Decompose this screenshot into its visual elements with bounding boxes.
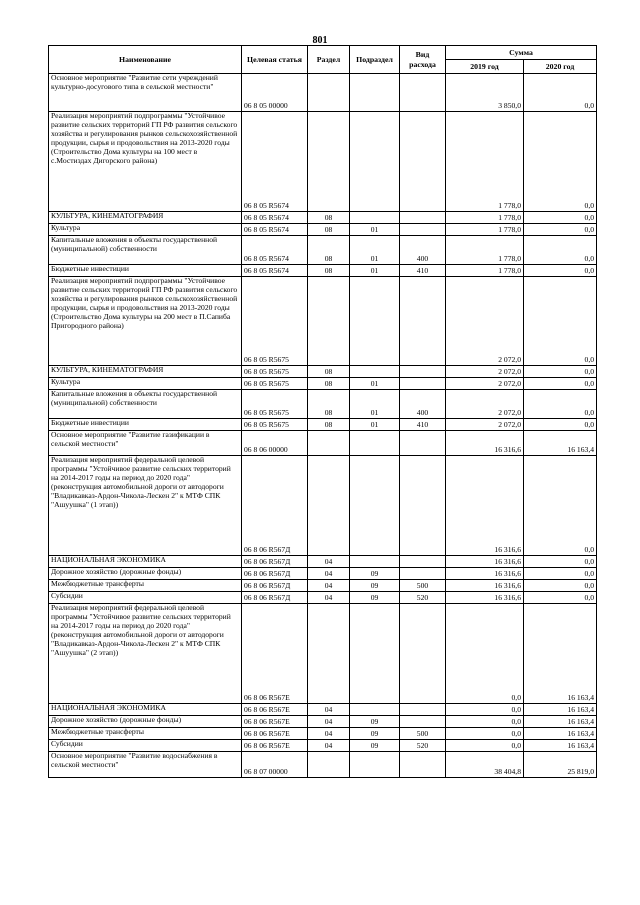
table-cell-subsection: 09 [350, 740, 400, 752]
table-cell-subsection: 09 [350, 592, 400, 604]
table-cell-article: 06 8 05 R5674 [242, 224, 308, 236]
table-row [49, 74, 597, 112]
table-cell-subsection: 01 [350, 378, 400, 390]
table-row [49, 580, 597, 592]
header-expense-type: Вид расхода [400, 46, 446, 74]
table-cell-expense-type: 410 [400, 419, 446, 431]
table-cell-2019: 0,0 [446, 604, 524, 704]
table-row [49, 265, 597, 277]
table-row [49, 212, 597, 224]
table-cell-article: 06 8 05 R5675 [242, 277, 308, 366]
table-cell-section: 08 [308, 419, 350, 431]
table-cell-name: Реализация мероприятий федеральной целевой программы "Устойчивое развитие сельских территорий на 2014-2017 годы на период до 2020 года" (реконструкция автомобильной дороги от автодороги "Владикавказ-Ардон-Чикола-Лескен 2" к МТФ СПК "Ашуушка" (1 этап)) [49, 456, 242, 556]
table-row [49, 390, 597, 419]
table-cell-expense-type [400, 74, 446, 112]
table-row [49, 556, 597, 568]
table-cell-subsection: 01 [350, 224, 400, 236]
table-cell-2020: 0,0 [524, 456, 597, 556]
table-cell-2019: 2 072,0 [446, 378, 524, 390]
table-row [49, 604, 597, 704]
table-cell-section: 08 [308, 224, 350, 236]
table-cell-subsection [350, 112, 400, 212]
table-row [49, 236, 597, 265]
table-cell-expense-type [400, 224, 446, 236]
table-row [49, 431, 597, 456]
table-row [49, 224, 597, 236]
table-cell-name: НАЦИОНАЛЬНАЯ ЭКОНОМИКА [49, 556, 242, 568]
table-cell-article: 06 8 06 R567Е [242, 716, 308, 728]
table-cell-expense-type [400, 212, 446, 224]
table-cell-subsection [350, 74, 400, 112]
table-cell-expense-type [400, 716, 446, 728]
table-cell-subsection [350, 212, 400, 224]
table-cell-expense-type: 500 [400, 580, 446, 592]
table-cell-expense-type [400, 568, 446, 580]
table-cell-2019: 16 316,6 [446, 431, 524, 456]
table-cell-2020: 0,0 [524, 366, 597, 378]
table-cell-2019: 1 778,0 [446, 212, 524, 224]
table-cell-section: 08 [308, 212, 350, 224]
table-cell-expense-type: 520 [400, 740, 446, 752]
table-cell-2020: 0,0 [524, 236, 597, 265]
table-cell-expense-type [400, 431, 446, 456]
table-cell-2019: 16 316,6 [446, 556, 524, 568]
table-cell-2020: 0,0 [524, 277, 597, 366]
table-cell-2020: 16 163,4 [524, 431, 597, 456]
table-cell-2020: 16 163,4 [524, 728, 597, 740]
table-cell-section: 04 [308, 568, 350, 580]
table-cell-expense-type [400, 704, 446, 716]
table-cell-2020: 0,0 [524, 390, 597, 419]
table-cell-subsection [350, 277, 400, 366]
table-cell-section: 08 [308, 265, 350, 277]
table-row [49, 456, 597, 556]
header-row [49, 46, 597, 60]
table-cell-2020: 16 163,4 [524, 716, 597, 728]
table-cell-2020: 16 163,4 [524, 704, 597, 716]
table-cell-section: 04 [308, 728, 350, 740]
header-year-2020: 2020 год [524, 60, 597, 74]
table-cell-2019: 2 072,0 [446, 366, 524, 378]
table-cell-section [308, 604, 350, 704]
table-cell-expense-type: 500 [400, 728, 446, 740]
table-cell-name: Субсидии [49, 592, 242, 604]
table-cell-expense-type [400, 277, 446, 366]
header-sum: Сумма [446, 46, 597, 60]
table-cell-article: 06 8 06 R567Д [242, 556, 308, 568]
table-cell-article: 06 8 05 R5674 [242, 212, 308, 224]
table-cell-2020: 0,0 [524, 378, 597, 390]
table-cell-expense-type [400, 378, 446, 390]
table-cell-name: Реализация мероприятий подпрограммы "Устойчивое развитие сельских территорий ГП РФ развития сельского хозяйства и регулирования рынков сельскохозяйственной продукции, сырья и продовольствия на 2013-2020 годы (Строительство Дома культуры на 200 мест в П.Сапиба Пригородного района) [49, 277, 242, 366]
table-cell-expense-type: 400 [400, 236, 446, 265]
table-cell-article: 06 8 06 R567Д [242, 592, 308, 604]
table-cell-section: 04 [308, 716, 350, 728]
table-cell-section [308, 277, 350, 366]
table-cell-subsection [350, 366, 400, 378]
table-cell-article: 06 8 06 R567Е [242, 604, 308, 704]
table-row [49, 419, 597, 431]
table-cell-article: 06 8 05 R5675 [242, 378, 308, 390]
table-cell-2019: 16 316,6 [446, 456, 524, 556]
table-cell-name: Капитальные вложения в объекты государственной (муниципальной) собственности [49, 390, 242, 419]
table-cell-2019: 0,0 [446, 716, 524, 728]
table-cell-name: КУЛЬТУРА, КИНЕМАТОГРАФИЯ [49, 366, 242, 378]
table-cell-expense-type [400, 604, 446, 704]
table-cell-article: 06 8 06 R567Д [242, 456, 308, 556]
table-cell-subsection: 01 [350, 390, 400, 419]
table-cell-2019: 38 404,8 [446, 752, 524, 778]
table-cell-subsection: 09 [350, 728, 400, 740]
table-cell-section: 04 [308, 556, 350, 568]
table-cell-name: Основное мероприятие "Развитие сети учреждений культурно-досугового типа в сельской местности" [49, 74, 242, 112]
table-cell-article: 06 8 05 R5675 [242, 390, 308, 419]
table-cell-article: 06 8 05 R5675 [242, 366, 308, 378]
table-cell-expense-type [400, 366, 446, 378]
table-cell-subsection: 09 [350, 568, 400, 580]
table-cell-2020: 0,0 [524, 568, 597, 580]
table-row [49, 704, 597, 716]
table-cell-expense-type: 520 [400, 592, 446, 604]
table-cell-section: 08 [308, 236, 350, 265]
table-cell-article: 06 8 06 00000 [242, 431, 308, 456]
table-cell-name: КУЛЬТУРА, КИНЕМАТОГРАФИЯ [49, 212, 242, 224]
table-cell-2020: 0,0 [524, 419, 597, 431]
table-cell-article: 06 8 06 R567Д [242, 580, 308, 592]
table-cell-section: 08 [308, 390, 350, 419]
header-article: Целевая статья [242, 46, 308, 74]
table-cell-section [308, 431, 350, 456]
table-cell-2019: 2 072,0 [446, 419, 524, 431]
table-cell-name: Реализация мероприятий подпрограммы "Устойчивое развитие сельских территорий ГП РФ развития сельского хозяйства и регулирования рынков сельскохозяйственной продукции, сырья и продовольствия на 2013-2020 годы (Строительство Дома культуры на 100 мест в с.Мостиздах Дигорского района) [49, 112, 242, 212]
table-cell-subsection: 01 [350, 236, 400, 265]
table-row [49, 277, 597, 366]
header-section: Раздел [308, 46, 350, 74]
page-number: 801 [312, 35, 328, 46]
table-cell-section: 04 [308, 592, 350, 604]
table-cell-name: НАЦИОНАЛЬНАЯ ЭКОНОМИКА [49, 704, 242, 716]
table-cell-2020: 0,0 [524, 556, 597, 568]
table-cell-article: 06 8 06 R567Е [242, 728, 308, 740]
table-cell-name: Дорожное хозяйство (дорожные фонды) [49, 568, 242, 580]
table-row [49, 378, 597, 390]
table-cell-2019: 2 072,0 [446, 390, 524, 419]
table-cell-2019: 1 778,0 [446, 265, 524, 277]
table-cell-subsection [350, 431, 400, 456]
table-cell-expense-type [400, 456, 446, 556]
table-cell-2019: 2 072,0 [446, 277, 524, 366]
header-subsection: Подраздел [350, 46, 400, 74]
table-cell-section [308, 74, 350, 112]
table-row [49, 728, 597, 740]
table-row [49, 592, 597, 604]
header-year-2019: 2019 год [446, 60, 524, 74]
table-cell-subsection [350, 704, 400, 716]
table-cell-name: Межбюджетные трансферты [49, 580, 242, 592]
table-cell-name: Дорожное хозяйство (дорожные фонды) [49, 716, 242, 728]
table-cell-article: 06 8 05 R5674 [242, 112, 308, 212]
table-cell-subsection [350, 752, 400, 778]
table-cell-subsection [350, 456, 400, 556]
table-cell-name: Межбюджетные трансферты [49, 728, 242, 740]
table-cell-name: Реализация мероприятий федеральной целевой программы "Устойчивое развитие сельских территорий на 2014-2017 годы на период до 2020 года" (реконструкция автомобильной дороги от автодороги "Владикавказ-Ардон-Чикола-Лескен 2" к МТФ СПК "Ашуушка" (2 этап)) [49, 604, 242, 704]
table-cell-2019: 1 778,0 [446, 236, 524, 265]
table-cell-name: Культура [49, 378, 242, 390]
table-cell-expense-type [400, 752, 446, 778]
table-cell-name: Основное мероприятие "Развитие газификации в сельской местности" [49, 431, 242, 456]
table-cell-name: Бюджетные инвестиции [49, 419, 242, 431]
table-cell-article: 06 8 05 R5674 [242, 265, 308, 277]
table-cell-name: Капитальные вложения в объекты государственной (муниципальной) собственности [49, 236, 242, 265]
table-cell-2020: 0,0 [524, 112, 597, 212]
table-cell-2019: 0,0 [446, 704, 524, 716]
table-cell-name: Культура [49, 224, 242, 236]
table-cell-2019: 3 850,0 [446, 74, 524, 112]
table-cell-2020: 0,0 [524, 212, 597, 224]
table-cell-section: 04 [308, 740, 350, 752]
table-cell-article: 06 8 05 00000 [242, 74, 308, 112]
table-cell-section [308, 112, 350, 212]
table-cell-article: 06 8 06 R567Е [242, 704, 308, 716]
table-cell-subsection: 01 [350, 265, 400, 277]
table-cell-2020: 0,0 [524, 592, 597, 604]
table-cell-2019: 0,0 [446, 728, 524, 740]
table-row [49, 568, 597, 580]
table-cell-section: 08 [308, 378, 350, 390]
table-cell-2019: 16 316,6 [446, 580, 524, 592]
table-cell-section: 08 [308, 366, 350, 378]
table-cell-subsection: 01 [350, 419, 400, 431]
table-row [49, 366, 597, 378]
header-name: Наименование [49, 46, 242, 74]
table-row [49, 716, 597, 728]
budget-table [48, 45, 597, 778]
table-cell-name: Субсидии [49, 740, 242, 752]
table-cell-name: Основное мероприятие "Развитие водоснабжения в сельской местности" [49, 752, 242, 778]
table-cell-2019: 16 316,6 [446, 568, 524, 580]
table-cell-article: 06 8 05 R5674 [242, 236, 308, 265]
table-cell-expense-type [400, 112, 446, 212]
table-cell-expense-type: 410 [400, 265, 446, 277]
table-cell-2020: 16 163,4 [524, 604, 597, 704]
table-cell-subsection [350, 556, 400, 568]
table-cell-2019: 0,0 [446, 740, 524, 752]
table-cell-name: Бюджетные инвестиции [49, 265, 242, 277]
table-cell-article: 06 8 07 00000 [242, 752, 308, 778]
table-cell-2020: 16 163,4 [524, 740, 597, 752]
table-cell-2020: 0,0 [524, 224, 597, 236]
table-cell-article: 06 8 06 R567Е [242, 740, 308, 752]
table-cell-article: 06 8 05 R5675 [242, 419, 308, 431]
table-row [49, 740, 597, 752]
table-cell-section: 04 [308, 580, 350, 592]
table-cell-subsection: 09 [350, 716, 400, 728]
table-cell-subsection [350, 604, 400, 704]
table-row [49, 112, 597, 212]
table-cell-2020: 25 819,0 [524, 752, 597, 778]
table-cell-2020: 0,0 [524, 580, 597, 592]
table-cell-subsection: 09 [350, 580, 400, 592]
table-cell-expense-type [400, 556, 446, 568]
table-cell-2019: 16 316,6 [446, 592, 524, 604]
table-cell-article: 06 8 06 R567Д [242, 568, 308, 580]
table-cell-2019: 1 778,0 [446, 112, 524, 212]
table-cell-section [308, 456, 350, 556]
table-cell-2020: 0,0 [524, 265, 597, 277]
table-cell-2020: 0,0 [524, 74, 597, 112]
table-cell-section: 04 [308, 704, 350, 716]
table-cell-expense-type: 400 [400, 390, 446, 419]
table-cell-2019: 1 778,0 [446, 224, 524, 236]
table-cell-section [308, 752, 350, 778]
table-row [49, 752, 597, 778]
